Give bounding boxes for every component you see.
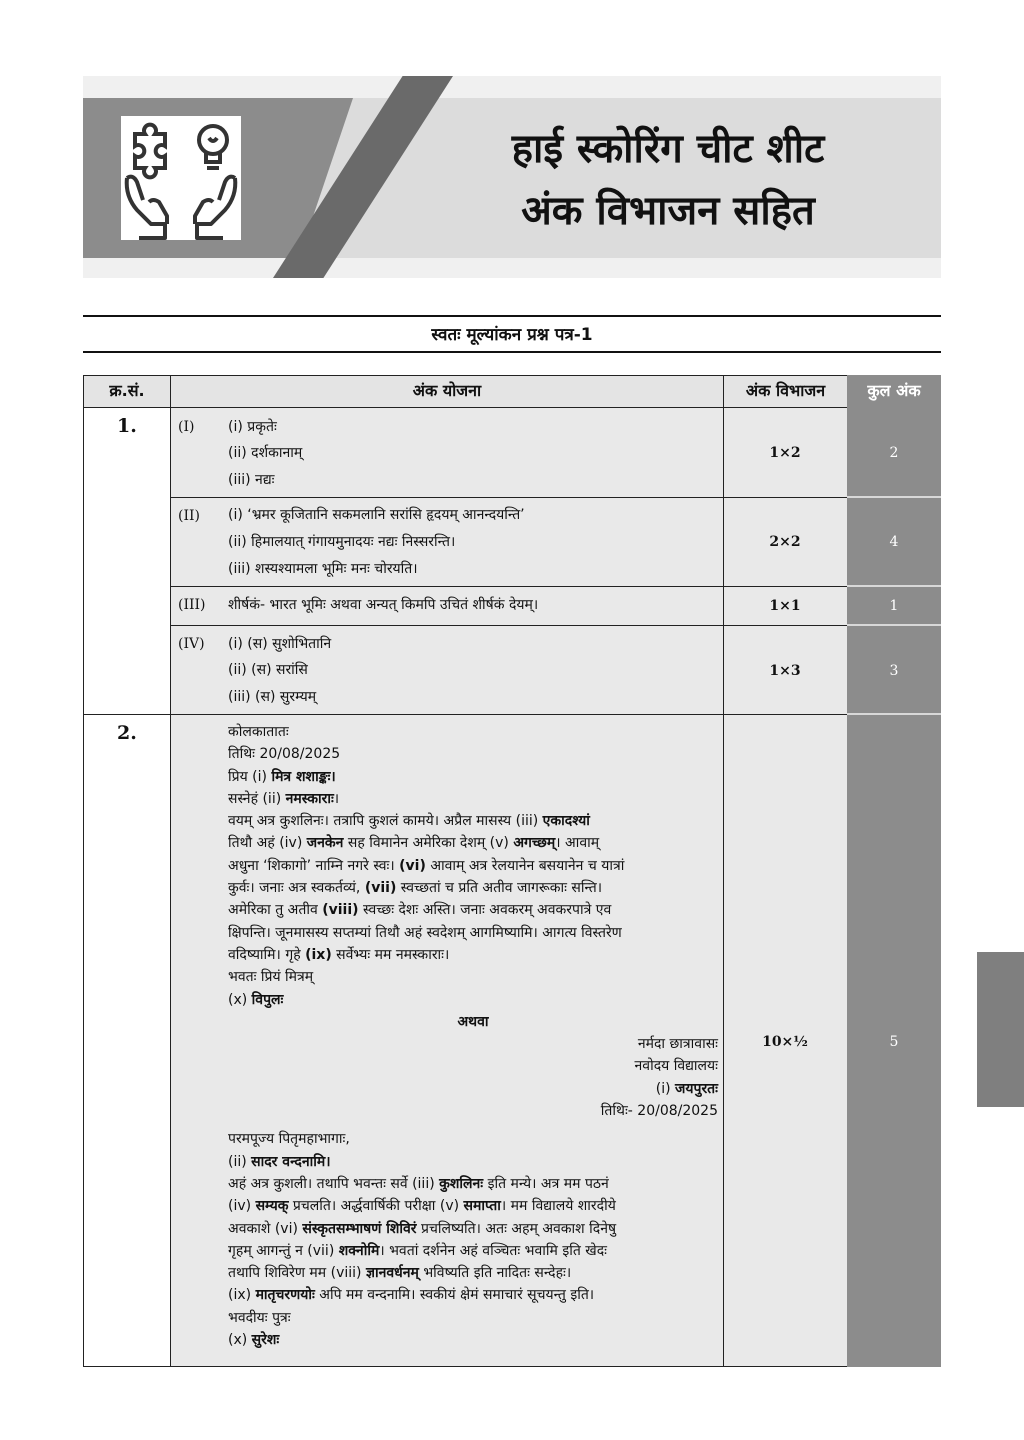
answer-line: (iii) नद्यः [228,472,275,488]
row-divider [170,625,723,626]
letter-answer-1 [228,721,718,1351]
header-total: कुल अंक [847,375,941,408]
header-banner [83,76,941,278]
body-text: वदिष्यामि। गृहे [228,946,306,963]
answer-keyword: समाप्ता [463,1198,501,1215]
letter-body-line [228,899,718,921]
answer-keyword: संस्कृतसम्भाषणं शिविरं [302,1220,417,1237]
body-text: अहं अत्र कुशली। तथापि भवन्तः सर्वे (iii) [228,1175,440,1192]
part-label: (II) [178,508,200,524]
answer-keyword: (ix) [305,946,332,963]
body-text: । भवतां दर्शनेन अहं वञ्चितः भवामि इति खेदः [379,1242,608,1259]
serial-column [83,407,171,1367]
letter-body-line [228,944,718,966]
answer-keyword: शक्नोमि [338,1242,380,1259]
body-text: कुर्वः। जनाः अत्र स्वकर्तव्यं, [228,880,365,897]
total-marks: 2 [889,445,899,461]
answer-line: (ii) (स) सरांसि [228,662,308,678]
body-text: स्वच्छः देशः अस्ति। जनाः अवकरम् अवकरपात्रे एव [358,902,612,919]
answer-keyword: (vii) [364,880,397,897]
answer-keyword: (vi) [399,857,426,874]
letter-body-line [228,877,718,899]
row-divider [170,586,723,587]
hand-left-icon [127,177,167,238]
marking-scheme-table [83,375,941,1367]
letter-body-line [228,1240,718,1262]
row-divider [723,497,847,498]
letter-greeting [228,788,718,810]
body-text: अमेरिका तु अतीव [228,902,323,919]
body-text: भविष्यति इति नादितः सन्देहः। [418,1265,572,1282]
body-text: तिथौ अहं (iv) [228,835,307,852]
greeting-text: । [333,790,340,807]
row-divider [847,496,941,498]
answer-keyword: विपुलः [251,991,284,1008]
answer-keyword: अगच्छम् [513,835,556,852]
row-divider [170,497,723,498]
letter-date: तिथिः- 20/08/2025 [600,1103,718,1120]
letter-date: तिथिः 20/08/2025 [228,746,341,763]
body-text: अवकाशे (vi) [228,1220,303,1237]
body-text: अधुना ‘शिकागो’ नाम्नि नगरे स्वः। [228,857,400,874]
letter-signature [228,1329,718,1351]
row-divider [847,624,941,626]
body-text: प्रचलिष्यति। अतः अहम् अवकाश दिनेषु [416,1220,617,1237]
letter-body-line [228,832,718,854]
page-side-tab [977,952,1024,1107]
total-marks: 5 [889,1034,899,1050]
answer-line: (i) (स) सुशोभितानि [228,636,332,652]
body-text: सह विमानेन अमेरिका देशम् (v) [343,835,514,852]
letter-greeting [228,1151,718,1173]
part-label: (III) [178,597,206,613]
answer-keyword: मातृचरणयोः [255,1287,315,1304]
section-title: स्वतः मूल्यांकन प्रश्न पत्र-1 [431,325,593,345]
section-rule-top [83,315,941,317]
signature-text: (x) [228,991,252,1008]
total-marks: 1 [889,598,899,614]
row-divider [847,713,941,715]
answer-line: (i) ‘भ्रमर कूजितानि सकमलानि सरांसि हृदयम् आनन्दयन्ति’ [228,507,525,523]
illustration [121,116,241,240]
mark-split: 10×½ [762,1034,808,1050]
salutation-text: प्रिय (i) [228,768,272,785]
letter-body-line [228,1262,718,1284]
letter-salutation: परमपूज्य पितृमहाभागाः, [228,1131,350,1148]
letter-address-line: नवोदय विद्यालयः [634,1058,718,1075]
total-marks: 4 [889,534,899,550]
answer-keyword: नमस्काराः [285,790,334,807]
answer-line: (ii) दर्शकानाम् [228,445,303,461]
letter-closing: भवदीयः पुत्रः [228,1309,291,1326]
answer-keyword: (viii) [322,902,359,919]
answer-keyword: ज्ञानवर्धनम् [365,1265,419,1282]
body-text: वयम् अत्र कुशलिनः। तत्रापि कुशलं कामये। अप्रैल मासस्य (iii) [228,813,543,830]
answer-line: (iii) (स) सुरम्यम् [228,689,317,705]
body-text: अपि मम वन्दनामि। स्वकीयं क्षेमं समाचारं सूचयन्तु इति। [314,1287,595,1304]
row-divider [723,586,847,587]
total-column [847,407,941,1367]
answer-keyword: मित्र शशाङ्कः। [271,768,336,785]
hand-right-icon [195,177,235,238]
letter-body-line [228,922,718,944]
body-text: स्वच्छतां च प्रति अतीव जागरूकाः सन्ति। [396,880,603,897]
signature-text: (x) [228,1332,252,1349]
header-scheme: अंक योजना [170,375,724,408]
answer-line: शीर्षकं- भारत भूमिः अथवा अन्यत् किमपि उचितं शीर्षकं देयम्। [228,597,539,613]
answer-keyword: जनकेन [306,835,344,852]
part-label: (I) [178,419,195,435]
banner-title-line2: अंक विभाजन सहित [521,188,815,234]
answer-line: (ii) हिमालयात् गंगायमुनादयः नद्यः निस्सरन्ति। [228,534,456,550]
total-marks: 3 [889,663,899,679]
body-text: सर्वेभ्यः मम नमस्काराः। [331,946,450,963]
or-label: अथवा [457,1013,489,1030]
mark-split: 2×2 [769,534,801,550]
body-text: प्रचलति। अर्द्धवार्षिकी परीक्षा (v) [288,1198,464,1215]
mark-split: 1×3 [769,663,801,679]
letter-body-line [228,1218,718,1240]
question-number: 1. [117,415,137,437]
answer-keyword: जयपुरतः [675,1080,718,1097]
puzzle-icon [135,125,165,178]
letter-body-line [228,1284,718,1306]
greeting-text: (ii) [228,1153,252,1170]
answer-line: (iii) शस्यश्यामला भूमिः मनः चोरयति। [228,561,418,577]
answer-line: (i) प्रकृतेः [228,419,277,435]
body-text: क्षिपन्ति। जूनमासस्य सप्तम्यां तिथौ अहं स्वदेशम् आगमिष्यामि। आगत्य विस्तरेण [228,924,622,941]
hands-idea-illustration [121,116,241,240]
greeting-text: सस्नेहं (ii) [228,790,286,807]
letter-salutation [228,766,718,788]
body-text: (ix) [228,1287,256,1304]
split-column [723,407,848,1367]
mark-split: 1×1 [769,598,801,614]
header-serial: क्र.सं. [83,375,171,408]
body-text: गृहम् आगन्तुं न (vii) [228,1242,339,1259]
answer-keyword: कुशलिनः [439,1175,484,1192]
letter-body-line [228,855,718,877]
answer-keyword: सम्यक् [255,1198,289,1215]
body-text: आवाम् अत्र रेलयानेन बसयानेन च यात्रां [425,857,625,874]
banner-title-line1: हाई स्कोरिंग चीट शीट [511,126,825,172]
body-text: तथापि शिविरेण मम (viii) [228,1265,366,1282]
letter-body-line [228,1195,718,1217]
section-rule-bottom [83,351,941,353]
row-divider [847,585,941,587]
body-text: । मम विद्यालये शारदीये [500,1198,616,1215]
mark-split: 1×2 [769,445,801,461]
letter-body-line [228,1173,718,1195]
answer-keyword: सादर वन्दनामि। [251,1153,331,1170]
address-text: (i) [655,1080,675,1097]
body-text: (iv) [228,1198,256,1215]
body-text: इति मन्ये। अत्र मम पठनं [483,1175,609,1192]
lightbulb-icon [199,126,227,168]
header-split: अंक विभाजन [723,375,848,408]
answer-keyword: एकादश्यां [542,813,590,830]
banner-title [413,118,923,242]
question-number: 2. [117,722,137,744]
body-text: । आवाम् [555,835,600,852]
question-divider [83,714,848,715]
letter-signature [228,989,718,1011]
answer-keyword: सुरेशः [251,1332,280,1349]
letter-address-line: नर्मदा छात्रावासः [637,1036,718,1053]
part-label: (IV) [178,636,205,652]
letter-place: कोलकातातः [228,724,289,740]
letter-closing: भवतः प्रियं मित्रम् [228,969,314,986]
row-divider [723,625,847,626]
letter-body-line [228,810,718,832]
letter-address-line [228,1078,718,1100]
